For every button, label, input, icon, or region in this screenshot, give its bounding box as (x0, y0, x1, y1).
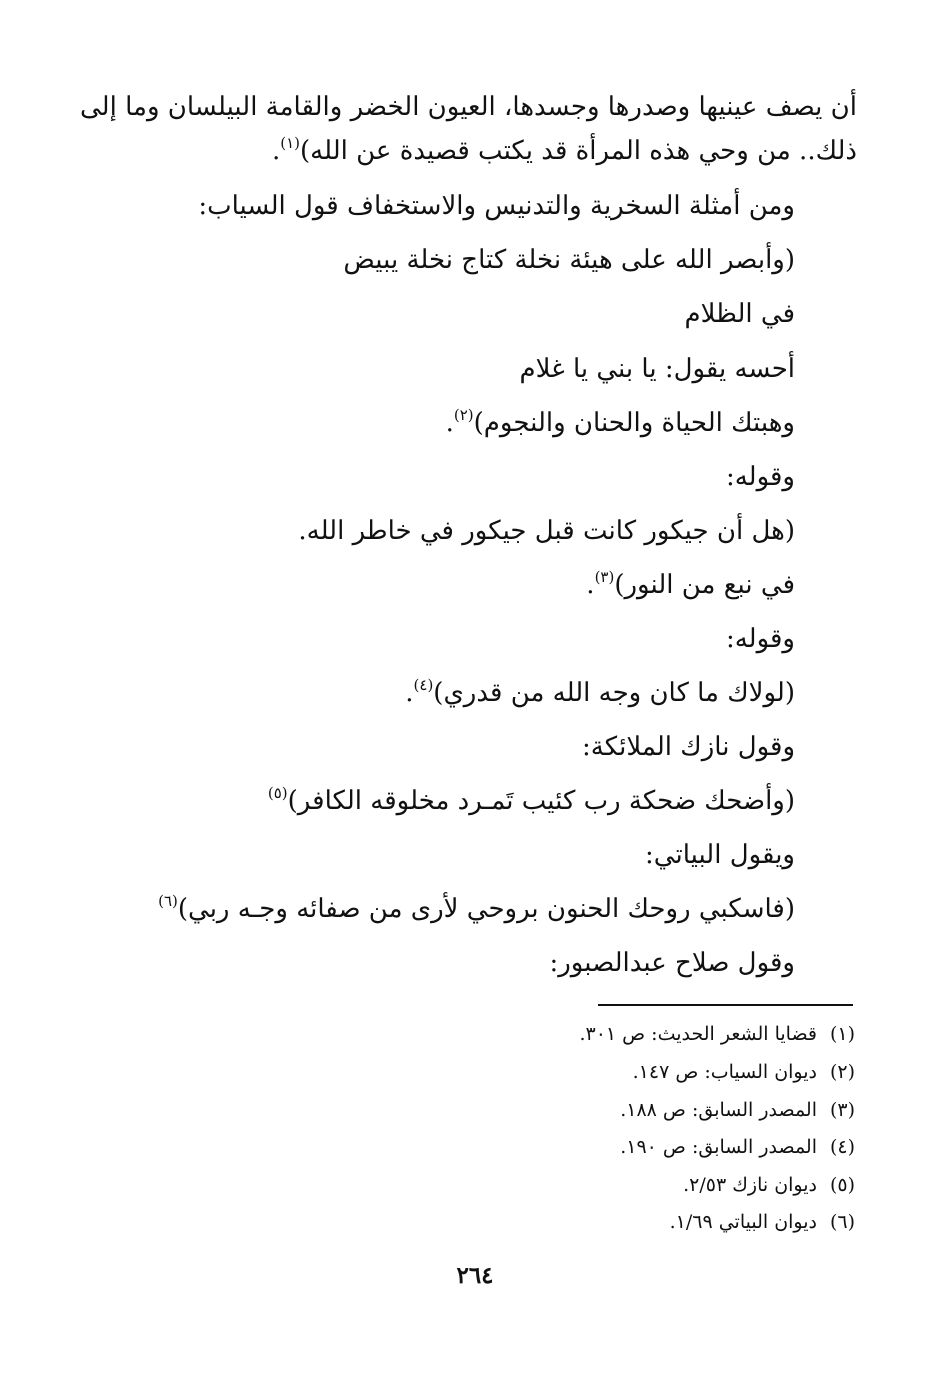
body-text: ويقول البياتي: (645, 840, 795, 870)
footnote-ref: (١) (280, 134, 301, 152)
body-text: (فاسكبي روحك الحنون بروحي لأرى من صفائه وجـه ربي) (177, 894, 795, 924)
footnote (455, 1134, 855, 1160)
body-line (80, 87, 857, 127)
body-text: أن يصف عينيها وصدرها وجسدها، العيون الخضر والقامة البيلسان وما إلى (80, 92, 857, 122)
body-text: وقوله: (725, 462, 795, 492)
body-text: وقوله: (725, 624, 795, 654)
footnote-number: (٦) (829, 1211, 855, 1233)
poem-line (95, 889, 795, 929)
poem-line (95, 349, 795, 389)
footnote (455, 1209, 855, 1235)
body-text: في نبع من النور) (614, 570, 795, 600)
footnote-ref: (٢) (453, 406, 474, 424)
footnote-ref: (٣) (594, 568, 615, 586)
page-number: ٢٦٤ (456, 1262, 494, 1289)
body-text: (لولاك ما كان وجه الله من قدري) (433, 678, 795, 708)
poem-line (95, 294, 795, 334)
footnote-text: ديوان البياتي ١/٦٩. (669, 1211, 817, 1233)
footnote-text: ديوان نازك ٢/٥٣. (683, 1174, 817, 1196)
body-line (95, 943, 795, 983)
body-text: (هل أن جيكور كانت قبل جيكور في خاطر الله. (298, 516, 795, 546)
body-line (95, 186, 795, 226)
footnote-ref: (٦) (158, 892, 178, 910)
footnote (455, 1172, 855, 1198)
footnote-number: (١) (829, 1023, 855, 1045)
footnote-ref: (٥) (267, 784, 288, 802)
body-text: وهبتك الحياة والحنان والنجوم) (473, 408, 795, 438)
poem-line (95, 565, 795, 605)
poem-line (95, 511, 795, 551)
footnote-number: (٥) (829, 1174, 855, 1196)
body-text: أحسه يقول: يا بني يا غلام (519, 354, 795, 384)
footnote-text: المصدر السابق: ص ١٩٠. (620, 1136, 817, 1158)
poem-line (95, 403, 795, 443)
footnote (455, 1097, 855, 1123)
footnote-separator (598, 1004, 853, 1006)
footnote-number: (٤) (829, 1136, 855, 1158)
body-text: (وأضحك ضحكة رب كئيب تَمـرد مخلوقه الكافر) (287, 786, 795, 816)
footnote-text: قضايا الشعر الحديث: ص ٣٠١. (579, 1023, 817, 1045)
footnote-number: (٢) (829, 1061, 855, 1083)
footnote-text: المصدر السابق: ص ١٨٨. (620, 1099, 817, 1121)
body-text: في الظلام (684, 299, 795, 329)
body-text: ومن أمثلة السخرية والتدنيس والاستخفاف قول السياب: (198, 191, 795, 221)
body-line (95, 835, 795, 875)
footnote-ref: (٤) (413, 676, 434, 694)
poem-line (95, 673, 795, 713)
body-line (95, 619, 795, 659)
body-line (95, 457, 795, 497)
footnote (455, 1021, 855, 1047)
body-text: (وأبصر الله على هيئة نخلة كتاج نخلة يبيض (343, 245, 795, 275)
footnote-number: (٣) (829, 1099, 855, 1121)
poem-line (95, 240, 795, 280)
body-text: . (586, 570, 595, 600)
body-text: ذلك.. من وحي هذه المرأة قد يكتب قصيدة عن الله) (300, 136, 857, 166)
body-text: وقول صلاح عبدالصبور: (549, 948, 795, 978)
body-text: . (405, 678, 414, 708)
poem-line (95, 781, 795, 821)
footnote (455, 1059, 855, 1085)
body-text: . (271, 136, 281, 166)
footnote-text: ديوان السياب: ص ١٤٧. (632, 1061, 817, 1083)
body-line (97, 131, 857, 171)
body-text: . (445, 408, 454, 438)
body-line (95, 727, 795, 767)
body-text: وقول نازك الملائكة: (582, 732, 795, 762)
